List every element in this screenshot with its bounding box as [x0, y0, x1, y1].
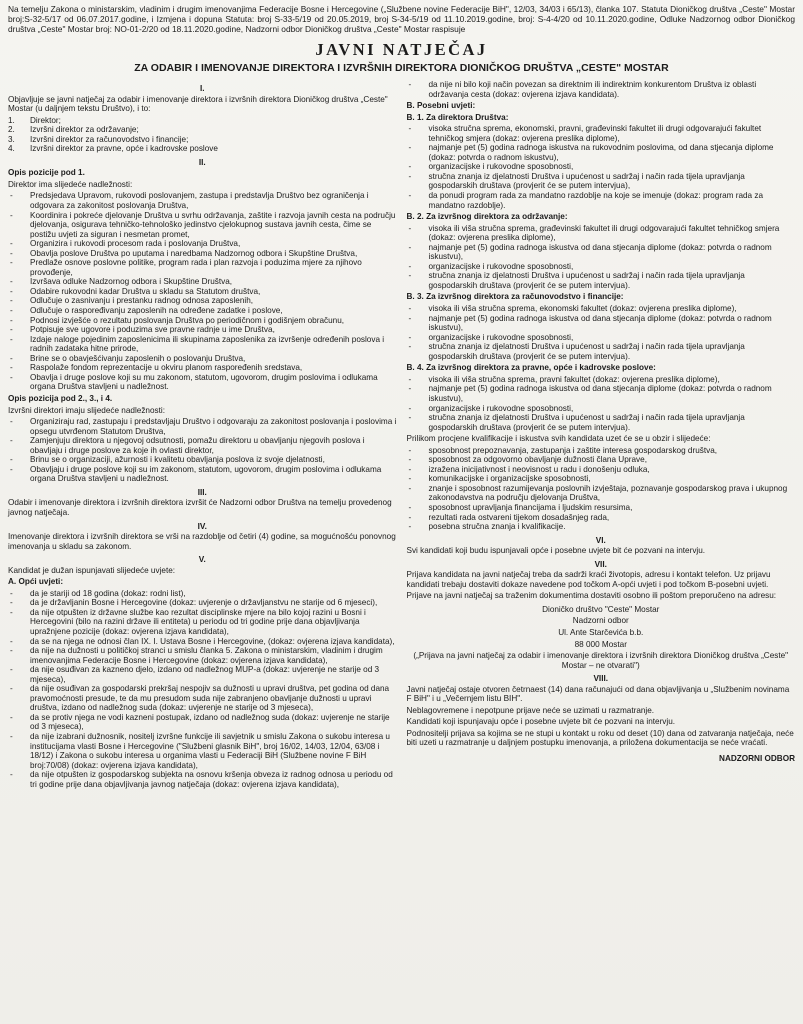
subsection-title: B. 1. Za direktora Društva:	[406, 112, 509, 122]
b4-list	[407, 375, 796, 432]
section-number: II.	[198, 157, 206, 167]
list-item: - posebna stručna znanja i kvalifikacije.	[407, 522, 796, 532]
list-item: - organizacijske i rukovodne sposobnosti,	[407, 162, 796, 172]
list-item: - najmanje pet (5) godina radnoga iskustva od dana stjecanja diplome (dokaz: potvrda o radnom iskustvu),	[407, 314, 796, 333]
section-text: Objavljuje se javni natječaj za odabir i imenovanje direktora i izvršnih direktora Dioničkog društva „Ceste" Mostar (u daljnjem tekstu Društvo), i to:	[8, 94, 388, 114]
position-number: 3.	[8, 134, 15, 144]
position-label: Izvršni direktor za pravne, opće i kadrovske poslove	[30, 144, 218, 154]
position-item	[8, 116, 397, 126]
list-item: - da nije na dužnosti u političkoj stranci u smislu članka 5. Zakona o ministarskim, vladinim i drugim imenovanjima Federacije Bosne i Hercegovine (dokaz: ovjerena izjava kandidata),	[8, 646, 397, 665]
list-item: - sposobnost upravljanja financijama i ljudskim resursima,	[407, 503, 796, 513]
list-item: - Izdaje naloge pojedinim zaposlenicima ili skupinama zaposlenika za izvršenje određenih poslova i radnih zadataka hitne prirode,	[8, 335, 397, 354]
b3-list	[407, 304, 796, 361]
list-item: - da nije osuđivan za kazneno djelo, izdano od nadležnog MUP-a (dokaz: uvjerenje ne starije od 3 mjeseca),	[8, 665, 397, 684]
right-column	[407, 80, 796, 791]
section-text: Kandidat je dužan ispunjavati slijedeće uvjete:	[8, 565, 176, 575]
list-item: - izražena inicijativnost i neovisnost u radu i donošenju odluka,	[407, 465, 796, 475]
list-item: - organizacijske i rukovodne sposobnosti,	[407, 333, 796, 343]
section-number: III.	[197, 487, 207, 497]
section-text: Imenovanje direktora i izvršnih direktora se vrši na razdoblje od četiri (4) godine, sa mogućnošću ponovnog imenovanja u skladu sa zakonom.	[8, 532, 396, 551]
list-item: - Odabire rukovodni kadar Društva u skladu sa Statutom društva,	[8, 287, 397, 297]
list-item: - da ponudi program rada za mandatno razdoblje na koje se imenuje (dokaz: program rada za mandatno razdoblje).	[407, 191, 796, 210]
list-item: - Brinu se o organizaciji, ažurnosti i kvalitetu obavljanja poslova iz svoje djelatnosti,	[8, 455, 397, 465]
evaluation-list	[407, 446, 796, 532]
list-item: - da nije ni bilo koji način povezan sa direktnim ili indirektnim konkurentom Društva iz oblasti održavanja cesta (dokaz: ovjerena izjava kandidata).	[407, 80, 796, 99]
section-text: Odabir i imenovanje direktora i izvršnih direktora izvršit će Nadzorni odbor Društva na temelju provedenog javnog natječaja.	[8, 498, 392, 517]
list-item: - visoka ili viša stručna sprema, građevinski fakultet ili drugi odgovarajući fakultet tehničkog smjera (dokaz: ovjerena preslika diplome),	[407, 224, 796, 243]
position-number: 2.	[8, 125, 15, 135]
list-item: - Zamjenjuju direktora u njegovoj odsutnosti, pomažu direktoru u obavljanju njegovih poslova i obavljaju i druge poslove za koje ih ovlasti direktor,	[8, 436, 397, 455]
section-number: V.	[198, 555, 206, 565]
page-title: JAVNI NATJEČAJ	[315, 40, 488, 59]
list-item: - Obavlja i druge poslove koji su mu zakonom, statutom, ugovorom, drugim poslovima i odlukama organa Društva stavljeni u nadležnost.	[8, 373, 397, 392]
list-item: - Raspolaže fondom reprezentacije u okviru planom raspoređenih sredstava,	[8, 363, 397, 373]
subsection-title: B. 2. Za izvršnog direktora za održavanje:	[406, 212, 568, 222]
section-number: VI.	[595, 535, 606, 545]
position-number: 1.	[8, 115, 15, 125]
list-item: - organizacijske i rukovodne sposobnosti,	[407, 404, 796, 414]
list-item: - stručna znanja iz djelatnosti Društva i upućenost u sadržaj i način rada tijela upravljanja gospodarskih društava (provjerit će se putem intervjua),	[407, 172, 796, 191]
positions-list	[8, 116, 397, 154]
list-item: - da nije otpušten iz gospodarskog subjekta na osnovu kršenja obveza iz radnog odnosa u periodu od tri godine prije dana objavljivanja javnog natječaja (dokaz: ovjerena izjava kandidata),	[8, 770, 397, 789]
list-item: - organizacijske i rukovodne sposobnosti,	[407, 262, 796, 272]
list-item: - Potpisuje sve ugovore i poduzima sve pravne radnje u ime Društva,	[8, 325, 397, 335]
list-item: - stručna znanja iz djelatnosti Društva i upućenost u sadržaj i način rada tijela upravljanja gospodarskih društava (provjerit će se putem intervjua).	[407, 271, 796, 290]
position-item	[8, 125, 397, 135]
list-item: - Predsjedava Upravom, rukovodi poslovanjem, zastupa i predstavlja Društvo bez ograničenja i odgovara za zakonitost poslovanja Društva,	[8, 191, 397, 210]
subsection-intro: Direktor ima slijedeće nadležnosti:	[8, 179, 133, 189]
list-item: - Podnosi izvješće o rezultatu poslovanja Društva po periodičnom i godišnjem obračunu,	[8, 316, 397, 326]
list-item: - visoka ili viša stručna sprema, pravni fakultet (dokaz: ovjerena preslika diplome),	[407, 375, 796, 385]
address-line: Dioničko društvo "Ceste" Mostar	[542, 604, 660, 614]
list-item: - da nije izabrani dužnosnik, nositelj izvršne funkcije ili savjetnik u smislu Zakona o sukobu interesa u institucijama vlasti Bosne i Hercegovine ("Službeni glasnik BiH", broj 16/02, 14/03, 12/04, 63/08 i 18/12) i Zakona o sukobu interesa u organima vlasti u Federaciji BiH (Službene novine F BiH broj:70/08) (dokaz: ovjerena izjava kandidata),	[8, 732, 397, 770]
position-label: Izvršni direktor za računovodstvo i financije;	[30, 134, 189, 144]
general-conditions-list	[8, 589, 397, 789]
section-text: Prilikom procjene kvalifikacije i iskustva svih kandidata uzet će se u obzir i slijedeće:	[406, 434, 711, 444]
position-label: Izvršni direktor za održavanje;	[30, 125, 139, 135]
b2-list	[407, 224, 796, 291]
section-text: Kandidati koji ispunjavaju opće i posebne uvjete bit će pozvani na intervju.	[406, 717, 676, 727]
address-line: Nadzorni odbor	[572, 616, 629, 626]
section-number: VII.	[594, 559, 607, 569]
list-item: - da se na njega ne odnosi član IX. I. Ustava Bosne i Hercegovine, (dokaz: ovjerena izjava kandidata),	[8, 637, 397, 647]
section-number: I.	[199, 84, 205, 93]
list-item: - Predlaže osnove poslovne politike, program rada i plan razvoja i poduzima mjere za njihovo provođenje,	[8, 258, 397, 277]
subsection-title: B. 3. Za izvršnog direktora za računovodstvo i financije:	[406, 292, 624, 302]
general-conditions-continued	[407, 80, 796, 99]
list-item: - Izvršava odluke Nadzornog odbora i Skupštine Društva,	[8, 277, 397, 287]
list-item: - najmanje pet (5) godina radnoga iskustva od dana stjecanja diplome (dokaz: potvrda o radnom iskustvu),	[407, 243, 796, 262]
section-text: Podnositelji prijava sa kojima se ne stupi u kontakt u roku od deset (10) dana od zatvaranja natječaja, neće biti uzeti u razmatranje u daljnjem postupku imenovanja, a priložena dokumentacija se neće vraćati.	[406, 728, 794, 748]
list-item: - Koordinira i pokreće djelovanje Društva u svrhu održavanja, zaštite i razvoja javnih cesta na području djelovanja, osigurava tehničko-tehnološko jedinstvo cjelokupnog sustava javnih cesta, čime se postižu uvjeti za siguran i nesmetan promet,	[8, 211, 397, 240]
list-item: - da se protiv njega ne vodi kazneni postupak, izdano od nadležnog suda (dokaz: uvjerenje ne starije od 3 mjeseca),	[8, 713, 397, 732]
list-item: - da nije osuđivan za gospodarski prekršaj nespojiv sa dužnosti u upravi društva, pet godina od dana pravomoćnosti presude, te da mu presudom suda nije zabranjeno obavljanje dužnosti u upravi društva, izdano od nadležnog suda (dokaz: uvjerenje ne starije od 3 mjeseca),	[8, 684, 397, 713]
list-item: - da je državljanin Bosne i Hercegovine (dokaz: uvjerenje o državljanstvu ne starije od 6 mjeseci),	[8, 598, 397, 608]
subsection-title: B. Posebni uvjeti:	[406, 101, 476, 111]
list-item: - najmanje pet (5) godina radnoga iskustva na rukovodnim poslovima, od dana stjecanja diplome (dokaz: potvrda o radnom iskustvu),	[407, 143, 796, 162]
subsection-title: Opis pozicije pod 1.	[8, 168, 85, 178]
list-item: - rezultati rada ostvareni tijekom dosadašnjeg rada,	[407, 513, 796, 523]
position-number: 4.	[8, 144, 15, 154]
list-item: - Obavljaju i druge poslove koji su im zakonom, statutom, ugovorom, drugim poslovima i odlukama organa Društva stavljeni u nadležnost.	[8, 465, 397, 484]
content-columns	[8, 80, 795, 791]
list-item: - Odlučuje o zasnivanju i prestanku radnog odnosa zaposlenih,	[8, 296, 397, 306]
list-item: - Obavlja poslove Društva po uputama i naredbama Nadzornog odbora i Skupštine Društva,	[8, 249, 397, 259]
section-text: Neblagovremene i nepotpune prijave neće se uzimati u razmatranje.	[406, 705, 655, 715]
list-item: - sposobnost za odgovorno obavljanje dužnosti člana Uprave,	[407, 455, 796, 465]
section-text: Svi kandidati koji budu ispunjavali opće i posebne uvjete bit će pozvani na intervju.	[406, 546, 706, 556]
section-text: Prijave na javni natječaj sa traženim dokumentima dostaviti osobno ili poštom preporučeno na adresu:	[406, 591, 777, 601]
list-item: - Organiziraju rad, zastupaju i predstavljaju Društvo i odgovaraju za zakonitost poslovanja i poslovima i opsegu utvrđenom Statutom Društva,	[8, 417, 397, 436]
list-item: - Organizira i rukovodi procesom rada i poslovanja Društva,	[8, 239, 397, 249]
position-item	[8, 144, 397, 154]
section-number: IV.	[197, 521, 207, 531]
subsection-title: Opis pozicija pod 2., 3., i 4.	[8, 393, 113, 403]
address-line: („Prijava na javni natječaj za odabir i imenovanje direktora i izvršnih direktora Dioničkog društva „Ceste" Mostar – ne otvarati")	[413, 651, 789, 670]
subsection-intro: Izvršni direktori imaju slijedeće nadležnosti:	[8, 405, 165, 415]
address-line: 88 000 Mostar	[574, 639, 627, 649]
section-text: Prijava kandidata na javni natječaj treba da sadrži kraći životopis, adresu i kontakt telefon. Uz prijavu kandidati trebaju dostaviti dokaze navedene pod točkom A-opći uvjeti i pod točkom B-posebni uvjeti.	[406, 570, 771, 589]
list-item: - znanje i sposobnost razumijevanja poslovnih izvještaja, poznavanje gospodarskog prava i ukupnog zakonodavstva na području djelovanja Društva,	[407, 484, 796, 503]
list-item: - stručna znanja iz djelatnosti Društva i upućenost u sadržaj i način rada tijela upravljanja gospodarskih društava (provjerit će se putem intervjua).	[407, 342, 796, 361]
subsection-title: B. 4. Za izvršnog direktora za pravne, opće i kadrovske poslove:	[406, 363, 656, 373]
address-line: Ul. Ante Starčevića b.b.	[558, 627, 644, 637]
position-item	[8, 135, 397, 145]
executive-duties-list	[8, 417, 397, 484]
list-item: - stručna znanja iz djelatnosti Društva i upućenost u sadržaj i način rada tijela upravljanja gospodarskih društava (provjerit će se putem intervjua).	[407, 413, 796, 432]
section-text: Javni natječaj ostaje otvoren četrnaest (14) dana računajući od dana objavljivanja u „Službenim novinama F BiH" i u „Večernjem listu BIH".	[406, 684, 790, 704]
page-subtitle: ZA ODABIR I IMENOVANJE DIREKTORA I IZVRŠNIH DIREKTORA DIONIČKOG DRUŠTVA „CESTE" MOSTAR	[134, 62, 669, 74]
b1-list	[407, 124, 796, 210]
left-column	[8, 80, 397, 791]
position-label: Direktor;	[30, 115, 61, 125]
director-duties-list	[8, 191, 397, 391]
list-item: - najmanje pet (5) godina radnoga iskustva od dana stjecanja diplome (dokaz: potvrda o radnom iskustvu),	[407, 384, 796, 403]
list-item: - da je stariji od 18 godina (dokaz: rodni list),	[8, 589, 397, 599]
list-item: - visoka ili viša stručna sprema, ekonomski fakultet (dokaz: ovjerena preslika diplome),	[407, 304, 796, 314]
list-item: - Odlučuje o raspoređivanju zaposlenih na određene zadatke i poslove,	[8, 306, 397, 316]
signature: NADZORNI ODBOR	[719, 754, 795, 763]
list-item: - Brine se o obavješćivanju zaposlenih o poslovanju Društva,	[8, 354, 397, 364]
list-item: - visoka stručna sprema, ekonomski, pravni, građevinski fakultet ili drugi odgovarajući fakultet tehničkog smjera (dokaz: ovjerena preslika diplome),	[407, 124, 796, 143]
section-number: VIII.	[593, 674, 609, 684]
subsection-title: A. Opći uvjeti:	[8, 577, 64, 587]
list-item: - sposobnost prepoznavanja, zastupanja i zaštite interesa gospodarskog društva,	[407, 446, 796, 456]
list-item: - komunikacijske i organizacijske sposobnosti,	[407, 474, 796, 484]
intro-paragraph: Na temelju Zakona o ministarskim, vladinim i drugim imenovanjima Federacije Bosne i Hercegovine („Službene novine Federacije BiH", 12/03, 34/03 i 65/13), članka 107. Statuta Dioničkog društva „Ceste" Mostar broj:S-32-5/17 od 06.07.2017.godine, i Izmjena i dopuna Statuta: broj S-33-5/19 od 20.05.2019, broj S-34-5/19 od 11.10.2019.godine, broj: S-4-4/20 od 10.11.2020.godine, Odluke Nadzornog odbor Dioničkog društva „Ceste" Mostar broj: NO-01-2/20 od 18.11.2020.godine, Nadzorni odbor Dioničkog društva „Ceste" Mostar raspisuje	[8, 4, 795, 34]
list-item: - da nije otpušten iz državne službe kao rezultat disciplinske mjere na bilo kojoj razini u Bosni i Hercegovini (bilo na razini države ili entiteta) u periodu od tri godine prije dana objavljivanja upražnjene pozicije (dokaz: ovjerena izjava kandidata),	[8, 608, 397, 637]
address-block	[407, 605, 796, 670]
